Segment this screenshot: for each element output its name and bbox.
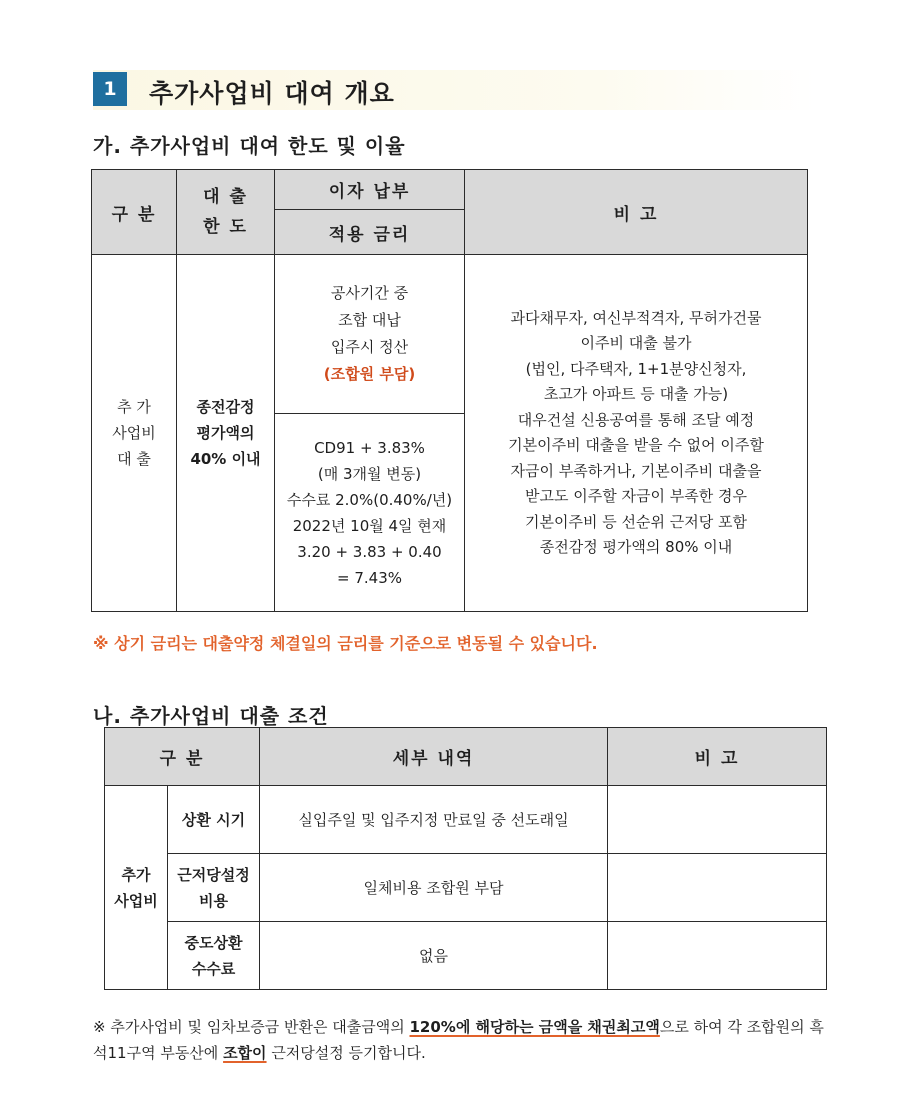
footnote-prefix: ※ 추가사업비 및 임차보증금 반환은 대출금액의	[93, 1018, 410, 1036]
remark-line: 과다채무자, 여신부적격자, 무허가건물	[510, 308, 762, 327]
remark-line: 이주비 대출 불가	[580, 334, 692, 352]
row-remark	[608, 786, 827, 854]
row-label-repayment-timing	[168, 786, 260, 854]
header-applied-rate: 적용 금리	[275, 210, 465, 255]
row-detail-mortgage-cost: 일체비용 조합원 부담	[260, 854, 608, 922]
category-line: 추 가	[117, 398, 151, 416]
remark-line: 종전감정 평가액의 80% 이내	[539, 538, 733, 556]
remark-line: 초고가 아파트 등 대출 가능)	[543, 385, 729, 403]
interest-line: 조합 대납	[338, 311, 401, 329]
rate-line: = 7.43%	[337, 568, 402, 587]
category-line: 대 출	[117, 450, 151, 468]
row-remark	[608, 854, 827, 922]
row-label-line: 수수료	[191, 959, 236, 978]
header-detail: 세부 내역	[260, 728, 608, 786]
member-burden-note: (조합원 부담)	[323, 365, 416, 383]
rate-line: (매 3개월 변동)	[317, 464, 422, 483]
header-loan-limit-line2: 한 도	[203, 217, 248, 237]
limit-line: 평가액의	[196, 424, 255, 442]
interest-line: 공사기간 중	[330, 284, 409, 302]
section-number-badge: 1	[93, 72, 127, 106]
loan-limit-table	[91, 169, 808, 612]
row-label-line: 상환 시기	[181, 810, 246, 829]
mortgage-footnote	[93, 1014, 833, 1066]
row-detail-repayment-timing: 실입주일 및 입주지정 만료일 중 선도래일	[260, 786, 608, 854]
subsection-a-title: 가. 추가사업비 대여 한도 및 이율	[93, 134, 406, 158]
row-detail-prepayment-fee: 없음	[260, 922, 608, 990]
group-line: 사업비	[114, 891, 158, 910]
category-line: 사업비	[112, 424, 156, 442]
section-title: 추가사업비 대여 개요	[149, 79, 395, 108]
header-category: 구 분	[92, 170, 177, 255]
row-label-mortgage-cost	[168, 854, 260, 922]
rate-change-notice: ※ 상기 금리는 대출약정 체결일의 금리를 기준으로 변동될 수 있습니다.	[93, 634, 598, 653]
header-loan-limit-line1: 대 출	[203, 187, 248, 207]
remarks-cell	[465, 255, 808, 612]
interest-line: 입주시 정산	[330, 338, 409, 356]
row-label-line: 근저당설정	[177, 865, 250, 884]
footnote-highlight-union: 조합이	[223, 1044, 267, 1062]
remark-line: (법인, 다주택자, 1+1분양신청자,	[525, 359, 747, 378]
row-label-line: 비용	[199, 891, 228, 910]
rate-line: CD91 + 3.83%	[314, 438, 425, 457]
limit-line: 40% 이내	[190, 450, 261, 468]
loan-conditions-table	[104, 727, 827, 990]
row-label-prepayment-fee	[168, 922, 260, 990]
header-remarks: 비 고	[465, 170, 808, 255]
rate-line: 수수료 2.0%(0.40%/년)	[286, 490, 453, 509]
header-interest-payment: 이자 납부	[275, 170, 465, 210]
remark-line: 대우건설 신용공여를 통해 조달 예정	[517, 410, 755, 429]
footnote-middle: 으로 하여 각 조합원의 흑석11구역 부동산에	[93, 1018, 824, 1062]
remark-line: 받고도 이주할 자금이 부족한 경우	[525, 487, 747, 505]
remark-line: 기본이주비 대출을 받을 수 없어 이주할	[508, 436, 764, 454]
row-label-line: 중도상환	[184, 933, 243, 952]
rate-line: 3.20 + 3.83 + 0.40	[297, 542, 442, 561]
category-cell	[92, 255, 177, 612]
header-category: 구 분	[105, 728, 260, 786]
row-remark	[608, 922, 827, 990]
group-cell	[105, 786, 168, 990]
limit-line: 종전감정	[196, 398, 255, 416]
header-loan-limit	[177, 170, 275, 255]
footnote-highlight-amount: 120%에 해당하는 금액을 채권최고액	[409, 1018, 660, 1036]
footnote-suffix: 근저당설정 등기합니다.	[266, 1044, 426, 1062]
loan-limit-cell	[177, 255, 275, 612]
interest-payment-cell	[275, 255, 465, 414]
group-line: 추가	[121, 865, 151, 884]
remark-line: 자금이 부족하거나, 기본이주비 대출을	[510, 461, 762, 480]
applied-rate-cell	[275, 414, 465, 612]
rate-line: 2022년 10월 4일 현재	[292, 516, 447, 535]
header-remarks: 비 고	[608, 728, 827, 786]
section-header	[93, 70, 815, 110]
subsection-b-title: 나. 추가사업비 대출 조건	[93, 704, 329, 728]
remark-line: 기본이주비 등 선순위 근저당 포함	[525, 512, 747, 531]
